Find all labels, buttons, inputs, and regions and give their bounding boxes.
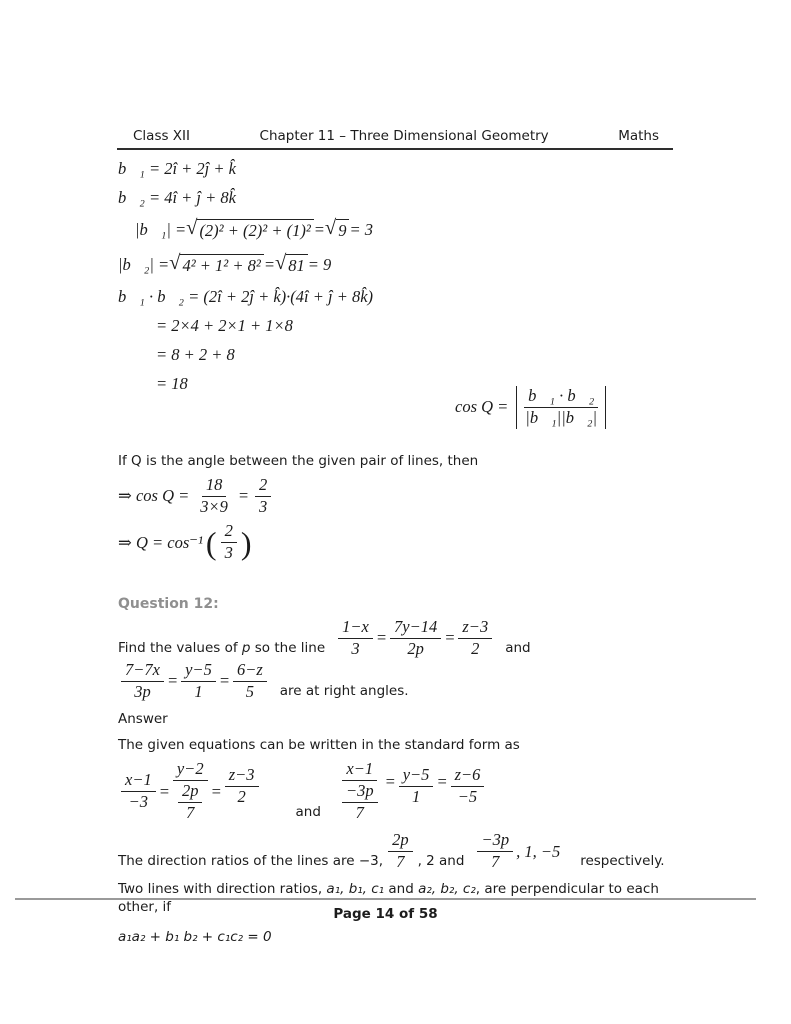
fraction-den: 7 bbox=[355, 803, 364, 823]
magnitude-b1-mid: = bbox=[313, 220, 325, 239]
answer-label: Answer bbox=[118, 710, 168, 727]
fraction-18-27 bbox=[196, 476, 232, 517]
header-subject: Maths bbox=[618, 128, 659, 144]
sqrt-expression bbox=[275, 254, 308, 276]
fraction-den: 3p bbox=[134, 681, 151, 701]
fraction-num: −3p bbox=[342, 782, 378, 803]
equation-magnitude-b2 bbox=[118, 249, 698, 281]
fraction-num: z−6 bbox=[451, 766, 485, 787]
perp-text-part: Two lines with direction ratios, bbox=[118, 881, 327, 898]
fraction-2-3 bbox=[221, 522, 237, 563]
fraction bbox=[458, 618, 492, 659]
magnitude-b1-lead: ∴ |b⃗₁| = bbox=[118, 220, 187, 239]
equals-sign: = bbox=[237, 486, 250, 506]
fraction-num: 2p bbox=[388, 831, 413, 852]
close-paren: ) bbox=[240, 524, 252, 561]
fraction bbox=[388, 831, 413, 872]
equation-b2 bbox=[118, 185, 698, 211]
cosq-formula bbox=[455, 386, 609, 429]
fraction-num: 2p bbox=[178, 782, 203, 803]
fraction-num: 18 bbox=[202, 476, 227, 497]
fraction bbox=[225, 766, 259, 807]
fraction-den: −5 bbox=[457, 787, 478, 807]
fraction-num: 1−x bbox=[338, 618, 373, 639]
radicand: 81 bbox=[286, 254, 308, 276]
fraction-num: 2 bbox=[255, 476, 271, 497]
fraction-den: 2 bbox=[237, 787, 246, 807]
dot-product-result bbox=[156, 371, 698, 397]
fraction-den: −3 bbox=[128, 792, 149, 812]
fraction-num: 7−7x bbox=[121, 661, 164, 682]
ratios-values: , 1, −5 bbox=[516, 841, 561, 861]
page-footer bbox=[15, 898, 756, 922]
fraction-den: 1 bbox=[411, 787, 421, 807]
direction-ratios-line bbox=[118, 831, 698, 872]
fraction-num: y−2 bbox=[173, 760, 208, 781]
fraction-den: 1 bbox=[194, 681, 203, 701]
find-text-part: so the line bbox=[250, 639, 326, 656]
dot-product-step-1-text: = 2×4 + 2×1 + 1×8 bbox=[156, 316, 293, 335]
fraction-den: 2p bbox=[407, 638, 424, 658]
dot-product-step-2-text: = 8 + 2 + 8 bbox=[156, 345, 235, 364]
equals-sign: = bbox=[210, 781, 222, 801]
cosq-denominator: |b⃗₁||b⃗₂| bbox=[525, 407, 598, 427]
equation-magnitude-b1 bbox=[118, 214, 698, 246]
page-content bbox=[118, 156, 698, 945]
fraction bbox=[451, 766, 485, 807]
and-text: and bbox=[505, 639, 531, 656]
cosq-lead: cos Q = bbox=[455, 397, 509, 417]
fraction bbox=[121, 771, 156, 812]
fraction bbox=[342, 782, 378, 823]
magnitude-b1-result: = 3 bbox=[349, 220, 373, 239]
equals-sign: = bbox=[158, 781, 170, 801]
fraction-nested bbox=[338, 760, 382, 823]
line-1-equation bbox=[335, 618, 495, 659]
implication-2 bbox=[118, 520, 698, 566]
perp-text-part: and bbox=[384, 881, 419, 898]
and-text: and bbox=[295, 803, 321, 820]
fraction bbox=[477, 831, 513, 872]
line-2-equation bbox=[118, 661, 270, 702]
final-equation: a₁a₂ + b₁ b₂ + c₁c₂ = 0 bbox=[118, 928, 272, 945]
open-paren: ( bbox=[205, 524, 217, 561]
fraction-den: 7 bbox=[396, 852, 405, 872]
ratios-group-2 bbox=[474, 831, 560, 872]
fraction-den: 7 bbox=[186, 803, 195, 823]
equals-sign: = bbox=[166, 671, 179, 691]
nested-denominator bbox=[174, 781, 207, 823]
header-chapter-title: Chapter 11 – Three Dimensional Geometry bbox=[259, 128, 549, 144]
fraction bbox=[338, 618, 373, 659]
header-class: Class XII bbox=[133, 128, 191, 144]
ratios-text-part: The direction ratios of the lines are −3, bbox=[118, 852, 384, 869]
radical-symbol: √ bbox=[186, 217, 198, 239]
equals-sign: = bbox=[218, 671, 230, 691]
find-text bbox=[118, 639, 325, 659]
fraction-nested bbox=[173, 760, 208, 823]
standard-form-text: The given equations can be written in the standard form as bbox=[118, 737, 520, 754]
perp-variables-2: a₂, b₂, c₂ bbox=[418, 881, 476, 898]
question-line-2 bbox=[118, 661, 698, 702]
page-number-label: Page 14 of 58 bbox=[333, 906, 438, 922]
angle-intro-text: If Q is the angle between the given pair of lines, then bbox=[118, 452, 479, 469]
standard-form-equations bbox=[118, 760, 698, 823]
fraction-num: x−1 bbox=[121, 771, 156, 792]
fraction bbox=[121, 661, 164, 702]
fraction-2-3 bbox=[255, 476, 271, 517]
radical-symbol: √ bbox=[324, 217, 337, 239]
magnitude-b2-result: = 9 bbox=[307, 255, 332, 274]
page-header bbox=[117, 128, 673, 150]
fraction-num: −3p bbox=[477, 831, 513, 852]
dot-product-text: b⃗₁ · b⃗₂ = (2î + 2ĵ + k̂)·(4î + ĵ + 8k̂) bbox=[118, 287, 374, 306]
implication-1 bbox=[118, 476, 698, 517]
radical-symbol: √ bbox=[169, 252, 181, 274]
equals-sign: = bbox=[436, 772, 448, 792]
radicand: 9 bbox=[336, 219, 349, 241]
right-angles-text: are at right angles. bbox=[279, 682, 409, 699]
fraction-num: z−3 bbox=[458, 618, 492, 639]
fraction-den: 2 bbox=[471, 638, 480, 658]
fraction-num: 6−z bbox=[233, 661, 267, 682]
radical-symbol: √ bbox=[274, 252, 287, 274]
find-text-part: Find the values of bbox=[118, 639, 242, 656]
equals-sign: = bbox=[444, 628, 456, 648]
fraction-num: x−1 bbox=[342, 760, 377, 781]
fraction-num: y−5 bbox=[181, 661, 216, 682]
equation-b1-text: b⃗₁ = 2î + 2ĵ + k̂ bbox=[118, 159, 236, 178]
fraction-den: 3 bbox=[224, 543, 233, 563]
fraction-den: 3 bbox=[259, 496, 268, 516]
cosq-numerator: b⃗₁ · b⃗₂ bbox=[524, 387, 598, 408]
question-title: Question 12: bbox=[118, 595, 219, 612]
cosq-fraction bbox=[516, 386, 606, 429]
std-equation-right bbox=[335, 760, 487, 823]
equation-dot-product bbox=[118, 284, 698, 310]
equation-b2-text: b⃗₂ = 4î + ĵ + 8k̂ bbox=[118, 188, 236, 207]
dot-product-result-text: = 18 bbox=[156, 374, 188, 393]
magnitude-b2-mid: = bbox=[263, 255, 275, 274]
ratios-text-part: respectively. bbox=[580, 852, 665, 869]
fraction bbox=[178, 782, 203, 823]
ratios-text-part: , 2 and bbox=[417, 852, 465, 869]
radicand: 4² + 1² + 8² bbox=[180, 254, 263, 276]
perp-variables-1: a₁, b₁, c₁ bbox=[326, 881, 385, 898]
question-line-1 bbox=[118, 618, 698, 659]
nested-denominator bbox=[338, 781, 382, 823]
vector-equations-block bbox=[118, 156, 698, 397]
fraction bbox=[233, 661, 267, 702]
equals-sign: = bbox=[375, 628, 388, 648]
sqrt-expression bbox=[169, 254, 264, 276]
fraction-den: 7 bbox=[491, 852, 500, 872]
fraction-den: 5 bbox=[245, 681, 254, 701]
fraction bbox=[181, 661, 216, 702]
equals-sign: = bbox=[384, 772, 396, 792]
fraction-den: 3 bbox=[351, 638, 360, 658]
sqrt-expression bbox=[325, 219, 350, 241]
perp-text-part: , are perpendicular to each other, if bbox=[118, 881, 659, 916]
fraction-num: 7y−14 bbox=[390, 618, 441, 639]
fraction bbox=[390, 618, 441, 659]
variable-p: p bbox=[241, 639, 251, 656]
fraction-num: z−3 bbox=[225, 766, 259, 787]
std-equation-left bbox=[118, 760, 262, 823]
dot-product-step-1 bbox=[156, 313, 698, 339]
cosq-row bbox=[118, 386, 698, 472]
dot-product-step-2 bbox=[156, 342, 698, 368]
magnitude-b2-lead: |b⃗₂| = bbox=[118, 255, 170, 274]
equation-b1 bbox=[118, 156, 698, 182]
implication-2-lead: ⇒ Q = cos⁻¹ bbox=[118, 532, 203, 552]
sqrt-expression bbox=[186, 219, 314, 241]
fraction-num: y−5 bbox=[399, 766, 434, 787]
implication-1-lead: ⇒ cos Q = bbox=[118, 486, 190, 506]
fraction-den: 3×9 bbox=[200, 496, 228, 516]
radicand: (2)² + (2)² + (1)² bbox=[197, 219, 313, 241]
fraction bbox=[399, 766, 434, 807]
fraction-num: 2 bbox=[221, 522, 237, 543]
